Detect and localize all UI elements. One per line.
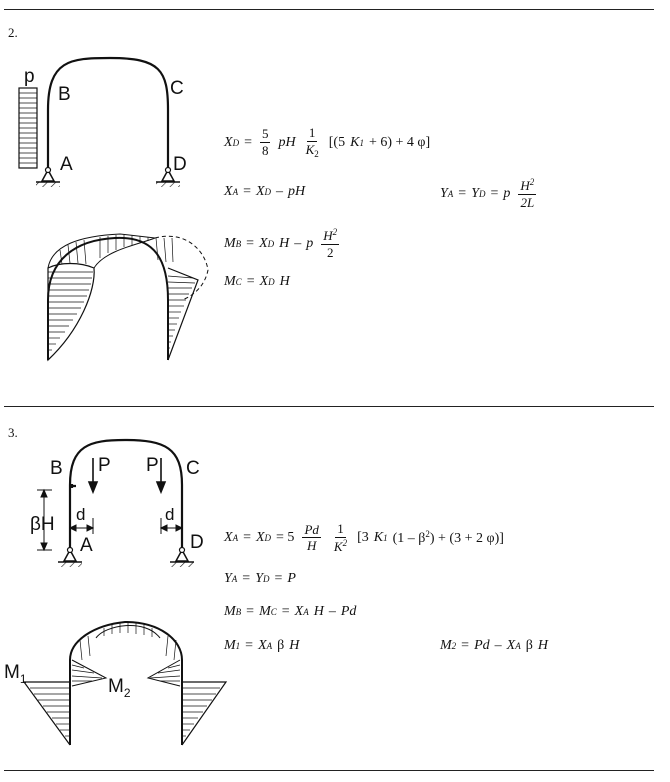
equation-M1-3: M 1 = X A β H	[224, 638, 300, 653]
label-A-3: A	[80, 535, 93, 556]
label-A-2: A	[60, 154, 73, 175]
equation-MB-2: M B = X D H – p $\frac{H^2}{2}$	[224, 227, 338, 260]
equation-XD-2: X D = $\frac{5}{8}$ pH $\frac{1}{K_2}$ [(5 K 1 + 6) + 4 φ]	[224, 125, 431, 159]
frame-3	[70, 440, 182, 550]
load-P-left	[89, 458, 97, 492]
label-P-left: P	[98, 455, 111, 476]
label-M2: $M_2$	[108, 676, 131, 700]
equation-MC-2: M C = X D H	[224, 274, 290, 289]
equation-M2-3: M 2 = Pd – X A β H	[440, 638, 548, 653]
support-A-2	[36, 168, 60, 188]
problem-number-3: 3.	[8, 425, 18, 440]
equation-YA-YD-2: Y A = Y D = p $\frac{H^2}{2L}$	[440, 177, 535, 210]
label-B-3: B	[50, 458, 63, 479]
distributed-load-p	[19, 88, 37, 168]
moment-diagram-2	[48, 234, 208, 360]
label-d-right: d	[165, 505, 175, 524]
label-C-3: C	[186, 458, 200, 479]
equation-XA-2: X A = X D – pH	[224, 184, 306, 199]
equation-XA-XD-3: X A = X D = 5 $\frac{Pd}{H}$ $\frac{1}{K^2}$ [3 K 1 $(1 - \beta^2) + (3 + 2$ φ)]	[224, 521, 504, 554]
label-C-2: C	[170, 78, 184, 99]
equation-MB-MC-3: M B = M C = X A H – Pd	[224, 604, 357, 619]
label-d-left: d	[76, 505, 86, 524]
equation-YA-YD-3: Y A = Y D = P	[224, 571, 296, 586]
label-D-3: D	[190, 532, 204, 553]
support-A-3	[58, 548, 82, 568]
label-B-2: B	[58, 84, 71, 105]
problem-number-2: 2.	[8, 25, 18, 40]
label-M1: $M_1$	[4, 662, 27, 686]
label-D-2: D	[173, 154, 187, 175]
label-P-right: P	[146, 455, 159, 476]
moment-diagram-3	[24, 622, 226, 745]
label-p: p	[24, 66, 35, 87]
label-beta-H: βH	[30, 514, 55, 535]
